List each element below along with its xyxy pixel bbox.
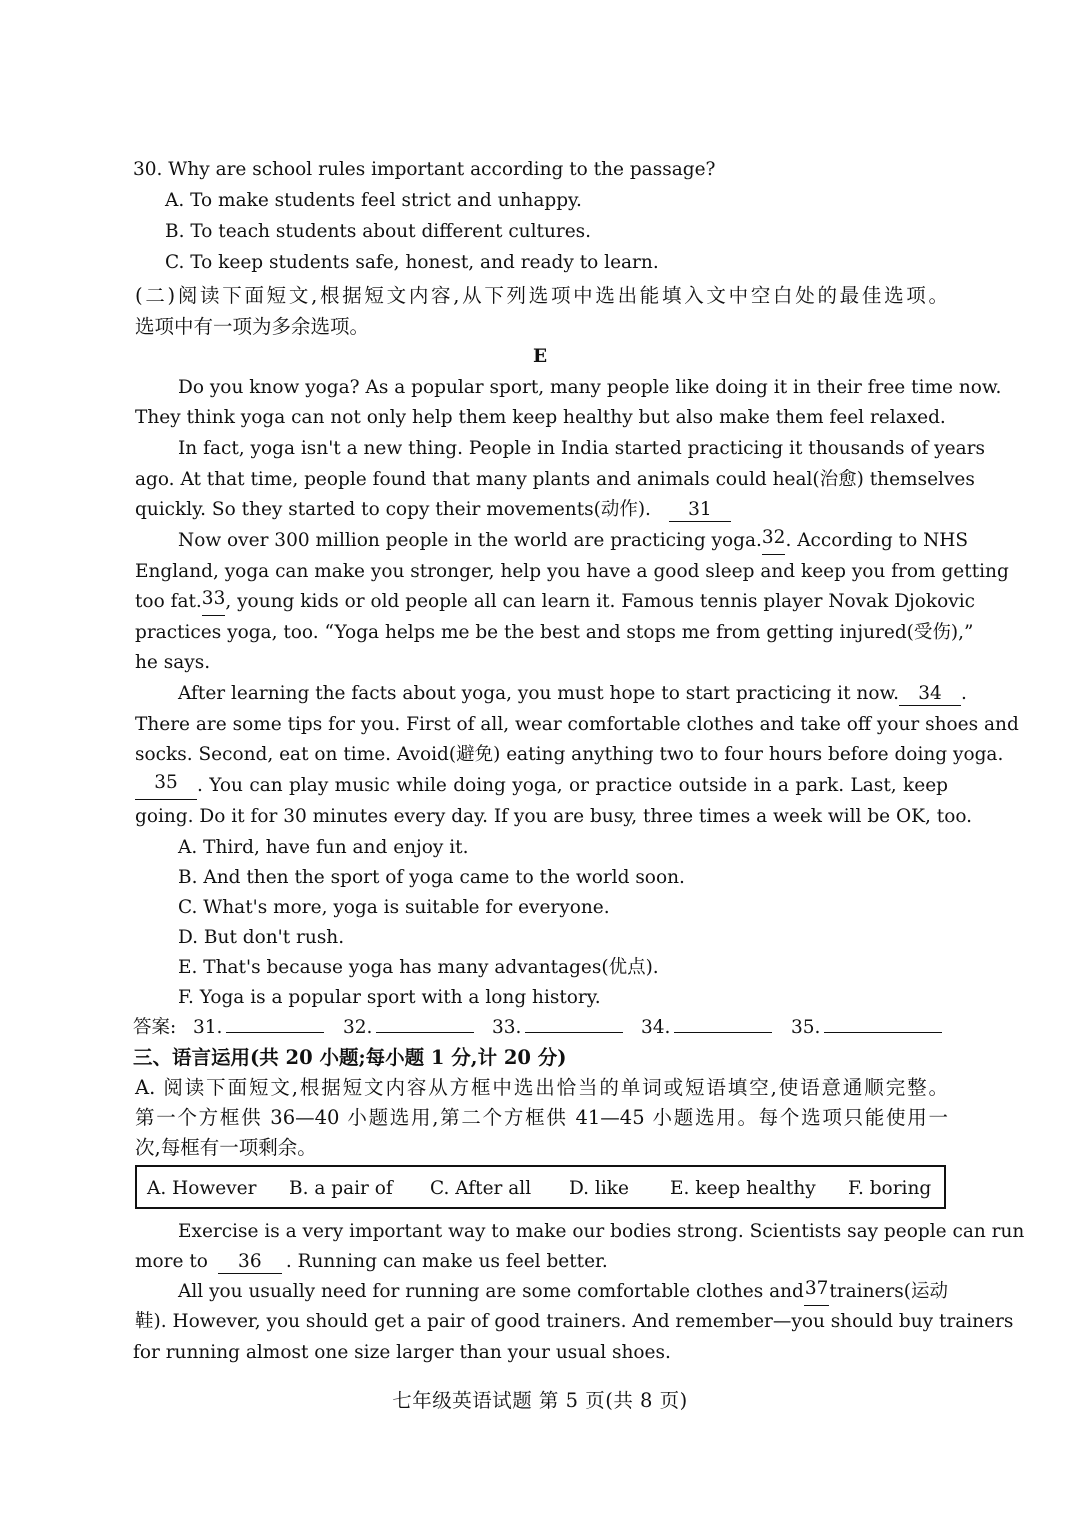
passage-e-p4-line-3: socks. Second, eat on time. Avoid(避免) eating anything two to four hours before doing yoga. [135, 744, 1004, 765]
section-three-title: 三、语言运用(共 20 小题;每小题 1 分,计 20 分) [133, 1046, 567, 1069]
choice-f: F. Yoga is a popular sport with a long history. [178, 987, 601, 1008]
passage-e-p3-line-3-post: , young kids or old people all can learn it. Famous tennis player Novak Djokovic [225, 591, 976, 612]
answer-label: 答案: [133, 1017, 177, 1038]
answer-32-field[interactable] [376, 1014, 474, 1033]
blank-32[interactable]: 32 [762, 527, 786, 555]
passage-e-p3-line-1-pre: Now over 300 million people in the world are practicing yoga. [178, 530, 762, 551]
blank-34[interactable]: 34 [899, 683, 961, 706]
question-30: 30. Why are school rules important according to the passage? [133, 159, 716, 180]
question-30-option-c: C. To keep students safe, honest, and ready to learn. [165, 252, 659, 273]
running-p1-line-2-post: . Running can make us feel better. [285, 1251, 608, 1272]
blank-33[interactable]: 33 [202, 588, 226, 616]
box-option-f: F. boring [848, 1178, 932, 1199]
choice-d: D. But don't rush. [178, 927, 345, 948]
section-three-instructions-line-2: 第一个方框供 36—40 小题选用,第二个方框供 41—45 小题选用。每个选项只能使用一 [135, 1106, 948, 1129]
passage-e-p4-line-1 [178, 680, 967, 708]
passage-e-p2-line-1: In fact, yoga isn't a new thing. People in India started practicing it thousands of years [178, 438, 985, 459]
choice-e: E. That's because yoga has many advantages(优点). [178, 957, 659, 978]
choice-a: A. Third, have fun and enjoy it. [178, 837, 469, 858]
passage-e-p3-line-4: practices yoga, too. “Yoga helps me be the best and stops me from getting injured(受伤),” [135, 622, 974, 643]
section-three-instructions-line-3: 次,每框有一项剩余。 [135, 1136, 317, 1159]
blank-35[interactable]: 35 [135, 772, 197, 800]
passage-e-p4-line-4 [135, 772, 948, 800]
answer-34-number: 34. [641, 1017, 671, 1038]
passage-e-p3-line-1-post: . According to NHS [785, 530, 969, 551]
answer-33 [492, 1014, 623, 1042]
running-p2-line-1-post: trainers(运动 [829, 1281, 948, 1302]
running-p2-line-2: 鞋). However, you should get a pair of good trainers. And remember—you should buy trainers [135, 1311, 1014, 1332]
answer-32-number: 32. [343, 1017, 373, 1038]
answer-34 [641, 1014, 772, 1042]
passage-e-p3-line-1 [178, 527, 969, 555]
choice-b: B. And then the sport of yoga came to the world soon. [178, 867, 685, 888]
passage-e-p3-line-2: England, yoga can make you stronger, help you have a good sleep and keep you from getting [135, 561, 1009, 582]
answer-35-number: 35. [791, 1017, 821, 1038]
answer-31 [193, 1014, 324, 1042]
passage-e-p4-line-1-post: . [960, 683, 967, 704]
answer-33-field[interactable] [525, 1014, 623, 1033]
answer-35-field[interactable] [824, 1014, 942, 1033]
section-two-instructions-line-2: 选项中有一项为多余选项。 [135, 315, 370, 338]
passage-e-p3-line-3-pre: too fat. [135, 591, 202, 612]
passage-e-p4-line-5: going. Do it for 30 minutes every day. If you are busy, three times a week will be OK, too. [135, 806, 973, 827]
running-p1-line-1: Exercise is a very important way to make our bodies strong. Scientists say people can run [178, 1221, 1025, 1242]
section-three-instructions-line-1: A. 阅读下面短文,根据短文内容从方框中选出恰当的单词或短语填空,使语意通顺完整。 [135, 1076, 948, 1099]
box-option-a: A. However [147, 1178, 257, 1199]
answer-33-number: 33. [492, 1017, 522, 1038]
word-options-box [135, 1165, 946, 1209]
answer-34-field[interactable] [674, 1014, 772, 1033]
blank-31[interactable]: 31 [669, 499, 731, 522]
answer-31-field[interactable] [226, 1014, 324, 1033]
blank-36[interactable]: 36 [218, 1251, 282, 1274]
page-footer: 七年级英语试题 第 5 页(共 8 页) [392, 1389, 688, 1412]
box-option-b: B. a pair of [289, 1178, 393, 1199]
box-option-d: D. like [569, 1178, 629, 1199]
passage-e-p1-line-1: Do you know yoga? As a popular sport, many people like doing it in their free time now. [178, 377, 1002, 398]
passage-e-p2-line-3 [135, 496, 731, 524]
passage-e-p1-line-2: They think yoga can not only help them keep healthy but also make them feel relaxed. [135, 407, 946, 428]
passage-e-p4-line-2: There are some tips for you. First of all, wear comfortable clothes and take off your shoes and [135, 714, 1019, 735]
passage-e-p3-line-5: he says. [135, 652, 211, 673]
running-p2-line-3: for running almost one size larger than your usual shoes. [133, 1342, 671, 1363]
answer-35 [791, 1014, 942, 1042]
blank-37[interactable]: 37 [804, 1278, 829, 1306]
question-30-option-a: A. To make students feel strict and unhappy. [165, 190, 582, 211]
passage-e-p2-line-2: ago. At that time, people found that many plants and animals could heal(治愈) themselves [135, 469, 975, 490]
passage-e-p4-line-1-pre: After learning the facts about yoga, you must hope to start practicing it now. [178, 683, 899, 704]
running-p2-line-1-pre: All you usually need for running are some comfortable clothes and [178, 1281, 804, 1302]
choice-c: C. What's more, yoga is suitable for everyone. [178, 897, 610, 918]
running-p2-line-1 [178, 1278, 948, 1306]
passage-e-heading: E [532, 346, 548, 367]
question-30-option-b: B. To teach students about different cultures. [165, 221, 592, 242]
passage-e-p3-line-3 [135, 588, 976, 616]
running-p1-line-2-pre: more to [135, 1251, 208, 1272]
answer-32 [343, 1014, 474, 1042]
box-option-e: E. keep healthy [670, 1178, 816, 1199]
passage-e-p4-line-1-tail [899, 680, 967, 708]
passage-e-p4-line-4-post: . You can play music while doing yoga, or practice outside in a park. Last, keep [197, 775, 948, 796]
running-p1-line-2 [135, 1248, 608, 1276]
passage-e-p2-line-3-text: quickly. So they started to copy their movements(动作). [135, 499, 651, 520]
answer-31-number: 31. [193, 1017, 223, 1038]
section-two-instructions-line-1: (二)阅读下面短文,根据短文内容,从下列选项中选出能填入文中空白处的最佳选项。 [135, 284, 948, 307]
box-option-c: C. After all [430, 1178, 532, 1199]
